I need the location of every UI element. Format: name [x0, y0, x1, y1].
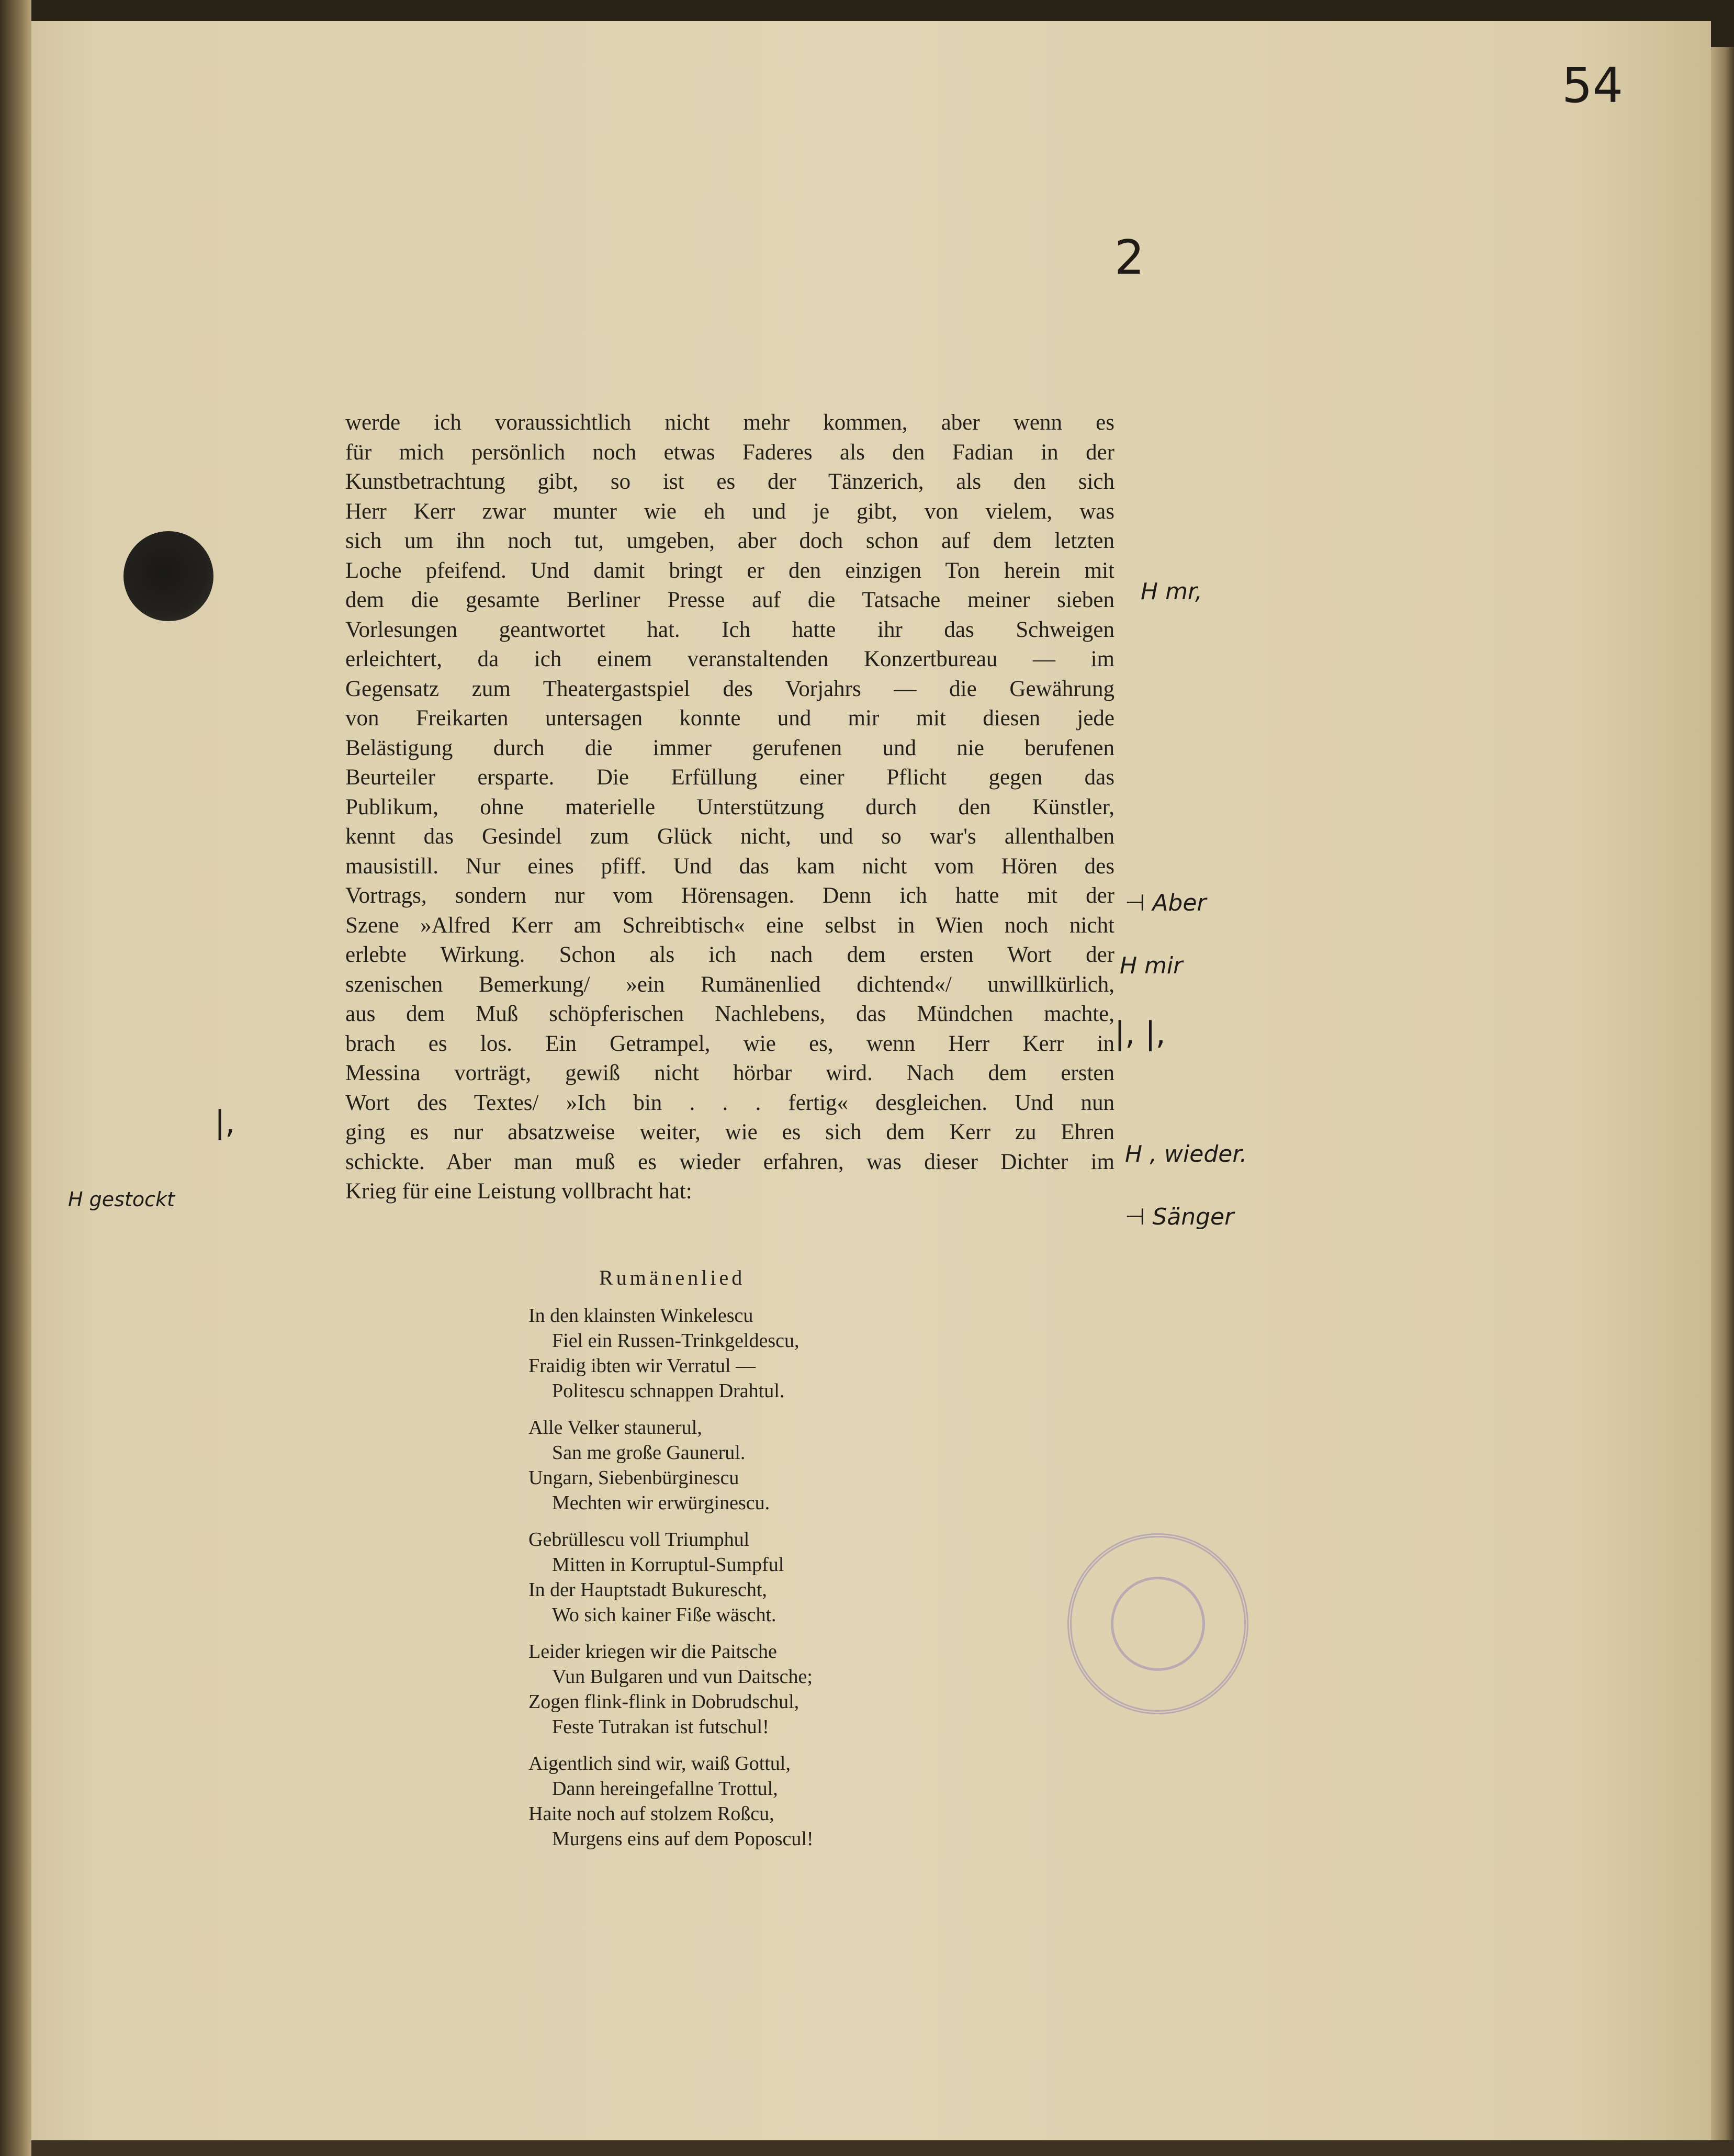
page-right-edge: [1711, 47, 1734, 2156]
poem-stanza: [528, 1303, 814, 1403]
library-stamp: [1067, 1533, 1248, 1714]
text-line: Gegensatz zum Theatergastspiel des Vorjahrs — die Gewährung: [345, 676, 1114, 701]
text-line: Loche pfeifend. Und damit bringt er den einzigen Ton herein mit: [345, 558, 1114, 583]
poem-verse: Haite noch auf stolzem Roßcu,: [528, 1803, 774, 1825]
text-line: Herr Kerr zwar munter wie eh und je gibt, von vielem, was: [345, 499, 1114, 524]
poem-verse: Wo sich kainer Fiße wäscht.: [552, 1604, 776, 1626]
poem-verse: Mitten in Korruptul-Sumpful: [552, 1554, 784, 1576]
margin-note: |, |,: [1114, 1015, 1166, 1052]
text-line: Szene »Alfred Kerr am Schreibtisch« eine selbst in Wien noch nicht: [345, 913, 1114, 938]
text-line: Belästigung durch die immer gerufenen und nie berufenen: [345, 735, 1114, 760]
poem-verse: Murgens eins auf dem Poposcul!: [552, 1828, 814, 1850]
library-stamp-center: [1111, 1577, 1205, 1671]
poem-verse: Fraidig ibten wir Verratul —: [528, 1355, 756, 1377]
text-line: ging es nur absatzweise weiter, wie es sich dem Kerr zu Ehren: [345, 1120, 1114, 1144]
text-line: von Freikarten untersagen konnte und mir mit diesen jede: [345, 706, 1114, 731]
text-line: schickte. Aber man muß es wieder erfahren, was dieser Dichter im: [345, 1149, 1114, 1174]
poem-verse: Dann hereingefallne Trottul,: [552, 1778, 778, 1800]
page-number: 54: [1562, 58, 1624, 114]
margin-note: ⊣ Sänger: [1125, 1204, 1234, 1230]
poem-verse: In den klainsten Winkelescu: [528, 1305, 753, 1327]
text-line: kennt das Gesindel zum Glück nicht, und so war's allenthalben: [345, 824, 1114, 849]
poem-verse: Feste Tutrakan ist futschul!: [552, 1716, 769, 1738]
punch-hole: [123, 531, 213, 621]
text-line: aus dem Muß schöpferischen Nachlebens, das Mündchen machte,: [345, 1002, 1114, 1026]
text-line: Wort des Textes/ »Ich bin . . . fertig« desgleichen. Und nun: [345, 1090, 1114, 1115]
text-line: mausistill. Nur eines pfiff. Und das kam nicht vom Hören des: [345, 854, 1114, 879]
poem-verse: Leider kriegen wir die Paitsche: [528, 1641, 777, 1663]
poem-stanza: [528, 1527, 814, 1627]
section-number: 2: [1114, 230, 1145, 285]
poem-verse: Aigentlich sind wir, waiß Gottul,: [528, 1753, 791, 1775]
margin-note: |,: [215, 1104, 235, 1141]
poem-verse: In der Hauptstadt Bukurescht,: [528, 1579, 767, 1601]
margin-note: H gestockt: [68, 1188, 175, 1211]
poem-verse: Mechten wir erwürginescu.: [552, 1492, 770, 1514]
text-line: erleichtert, da ich einem veranstaltenden Konzertbureau — im: [345, 647, 1114, 671]
text-line: sich um ihn noch tut, umgeben, aber doch schon auf dem letzten: [345, 529, 1114, 553]
text-line: Messina vorträgt, gewiß nicht hörbar wird. Nach dem ersten: [345, 1061, 1114, 1085]
poem-stanza: [528, 1639, 814, 1739]
text-line: werde ich voraussichtlich nicht mehr kommen, aber wenn es: [345, 410, 1114, 435]
poem-verse: Zogen flink-flink in Dobrudschul,: [528, 1691, 800, 1713]
poem-title: Rumänenlied: [599, 1266, 746, 1289]
text-line: Vorlesungen geantwortet hat. Ich hatte ihr das Schweigen: [345, 617, 1114, 642]
book-gutter-edge: [0, 0, 31, 2156]
text-line: Publikum, ohne materielle Unterstützung durch den Künstler,: [345, 794, 1114, 819]
text-line: Vortrags, sondern nur vom Hörensagen. Denn ich hatte mit der: [345, 883, 1114, 908]
text-line: Beurteiler ersparte. Die Erfüllung einer Pflicht gegen das: [345, 765, 1114, 790]
poem-verse: Gebrüllescu voll Triumphul: [528, 1529, 750, 1551]
text-line: für mich persönlich noch etwas Faderes als den Fadian in der: [345, 440, 1114, 465]
margin-note: H , wieder.: [1125, 1141, 1247, 1167]
page-bottom-edge: [31, 2140, 1734, 2156]
poem-verse: Vun Bulgaren und vun Daitsche;: [552, 1666, 813, 1688]
text-line: brach es los. Ein Getrampel, wie es, wenn Herr Kerr in: [345, 1031, 1114, 1056]
text-line-last: Krieg für eine Leistung vollbracht hat:: [345, 1179, 692, 1204]
body-text: [345, 408, 1114, 1207]
poem-verse: Fiel ein Russen-Trinkgeldescu,: [552, 1330, 800, 1352]
margin-note: H mr,: [1141, 578, 1202, 605]
poem-verse: Politescu schnappen Drahtul.: [552, 1380, 785, 1402]
text-line: Kunstbetrachtung gibt, so ist es der Tänzerich, als den sich: [345, 469, 1114, 494]
poem-verse: San me große Gaunerul.: [552, 1442, 746, 1464]
margin-note: H mir: [1120, 952, 1183, 979]
text-line: szenischen Bemerkung/ »ein Rumänenlied dichtend«/ unwillkürlich,: [345, 972, 1114, 997]
text-line: dem die gesamte Berliner Presse auf die Tatsache meiner sieben: [345, 588, 1114, 612]
poem-stanza: [528, 1751, 814, 1851]
margin-note: ⊣ Aber: [1125, 890, 1207, 916]
poem-verse: Ungarn, Siebenbürginescu: [528, 1467, 739, 1489]
poem-verse: Alle Velker staunerul,: [528, 1417, 702, 1439]
poem-stanza: [528, 1415, 814, 1515]
poem: [528, 1303, 814, 1863]
text-line: erlebte Wirkung. Schon als ich nach dem ersten Wort der: [345, 942, 1114, 967]
